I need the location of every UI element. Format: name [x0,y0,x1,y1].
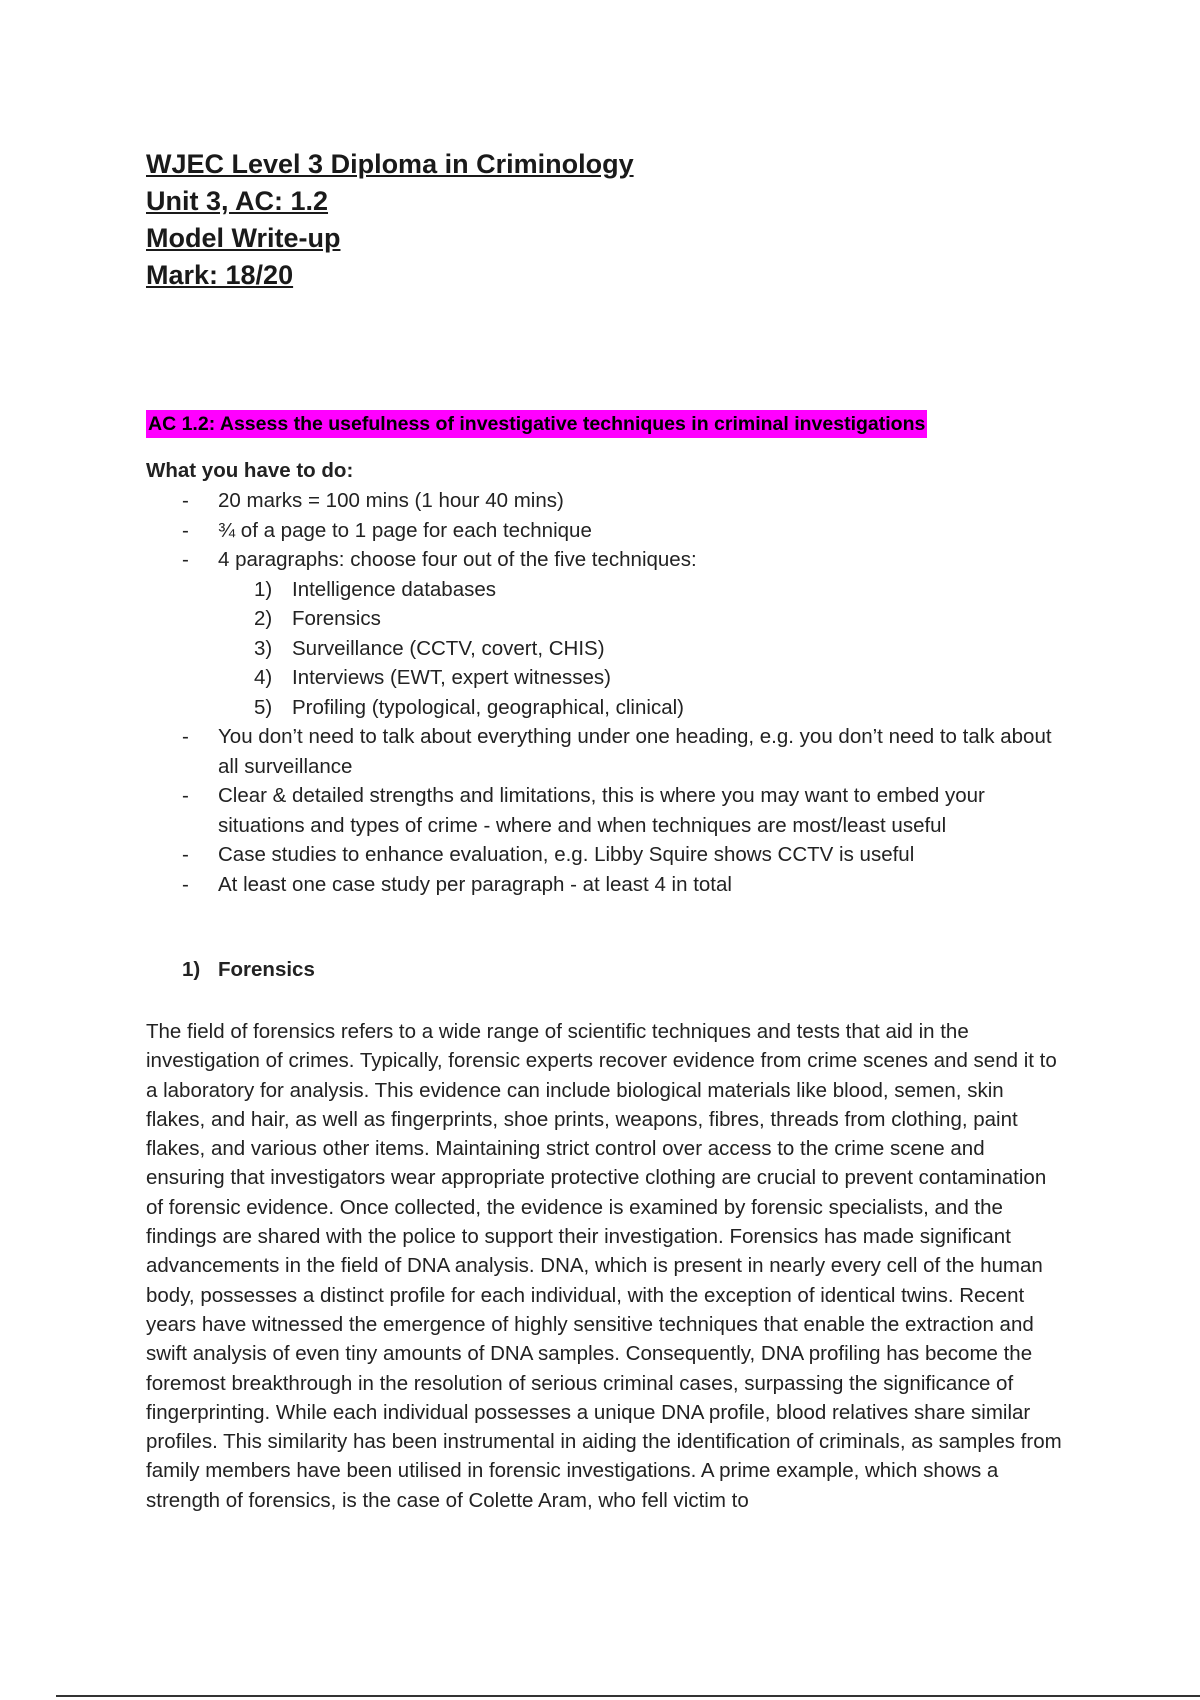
list-item [146,781,1066,840]
bullet-dash: - [182,725,189,748]
list-item [146,486,1066,516]
page-footer-rule [56,1695,1200,1697]
item-number: 4) [254,666,273,689]
technique-text: Profiling (typological, geographical, clinical) [292,695,684,719]
bullet-text: 4 paragraphs: choose four out of the five techniques: [218,548,697,571]
bullet-text: Case studies to enhance evaluation, e.g. Libby Squire shows CCTV is useful [218,843,915,866]
title-block [146,146,1066,294]
todo-bullets-top [146,486,1066,575]
list-item [146,870,1066,900]
bullet-text: ¾ of a page to 1 page for each technique [218,518,592,542]
list-item [146,545,1066,575]
techniques-list [146,575,1066,723]
bullet-text: Clear & detailed strengths and limitations, this is where you may want to embed your situations and types of crime - where and when techniques are most/least useful [218,784,985,837]
ac-heading-highlighted: AC 1.2: Assess the usefulness of investigative techniques in criminal investigations [146,410,927,438]
todo-bullets-bottom [146,722,1066,899]
course-title: WJEC Level 3 Diploma in Criminology [146,149,634,179]
list-item [146,663,1066,693]
bullet-dash: - [182,784,189,807]
bullet-text: You don’t need to talk about everything under one heading, e.g. you don’t need to talk about all surveillance [218,725,1052,778]
section-number: 1) [182,958,201,981]
technique-text: Intelligence databases [292,577,497,601]
list-item [146,634,1066,664]
list-item [146,722,1066,781]
section-heading-forensics [146,955,1066,985]
list-item [146,575,1066,605]
bullet-dash: - [182,518,189,542]
bullet-dash: - [182,843,189,866]
list-item [146,840,1066,870]
list-item [146,693,1066,723]
bullet-text: 20 marks = 100 mins (1 hour 40 mins) [218,489,564,512]
technique-text: Forensics [292,607,381,630]
technique-text: Interviews (EWT, expert witnesses) [292,666,611,689]
unit-line: Unit 3, AC: 1.2 [146,186,329,216]
bullet-dash: - [182,872,189,896]
item-number: 2) [254,607,273,630]
bullet-dash: - [182,548,189,571]
mark-line: Mark: 18/20 [146,260,294,290]
document-page [146,146,1066,1536]
list-item [146,516,1066,546]
item-number: 5) [254,695,273,719]
forensics-paragraph: The field of forensics refers to a wide range of scientific techniques and tests that aid in the investigation of crimes. Typically, forensic experts recover evidence from crime scenes and send it to a laboratory for analysis. This evidence can include biological materials like blood, semen, skin flakes, and hair, as well as fingerprints, shoe prints, weapons, fibres, threads from clothing, paint flakes, and various other items. Maintaining strict control over access to the crime scene and ensuring that investigators wear appropriate protective clothing are crucial to prevent contamination of forensic evidence. Once collected, the evidence is examined by forensic specialists, and the findings are shared with the police to support their investigation. Forensics has made significant advancements in the field of DNA analysis. DNA, which is present in nearly every cell of the human body, possesses a distinct profile for each individual, with the exception of identical twins. Recent years have witnessed the emergence of highly sensitive techniques that enable the extraction and swift analysis of even tiny amounts of DNA samples. Consequently, DNA profiling has become the foremost breakthrough in the resolution of serious criminal cases, surpassing the significance of fingerprinting. While each individual possesses a unique DNA profile, blood relatives share similar profiles. This similarity has been instrumental in aiding the identification of criminals, as samples from family members have been utilised in forensic investigations. A prime example, which shows a strength of forensics, is the case of Colette Aram, who fell victim to [146,1020,1062,1512]
technique-text: Surveillance (CCTV, covert, CHIS) [292,636,605,660]
item-number: 3) [254,636,273,660]
section-title: Forensics [218,958,315,981]
bullet-dash: - [182,489,189,512]
todo-heading: What you have to do: [146,459,354,482]
model-writeup-line: Model Write-up [146,223,341,253]
bullet-text: At least one case study per paragraph - at least 4 in total [218,872,732,896]
list-item [146,604,1066,634]
item-number: 1) [254,577,273,601]
